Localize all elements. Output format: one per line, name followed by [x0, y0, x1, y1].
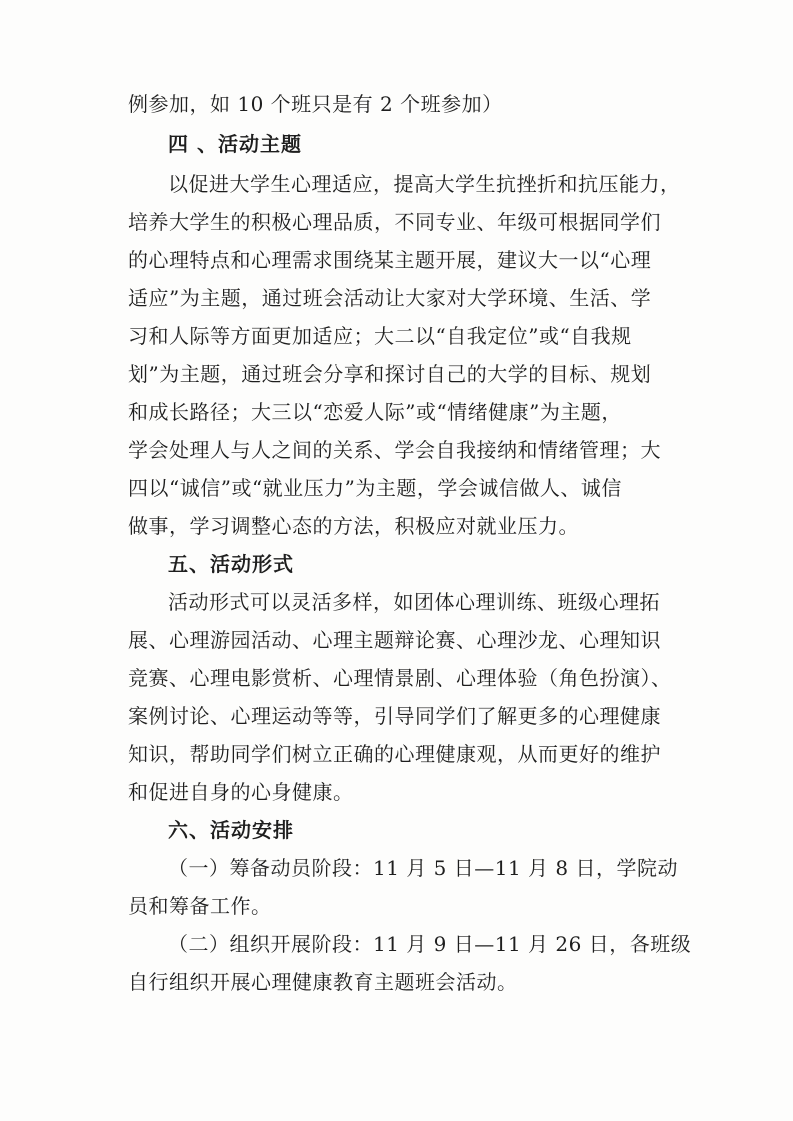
section6-line: （二）组织开展阶段：11 月 9 日—11 月 26 日，各班级: [168, 932, 692, 956]
section5-line: 活动形式可以灵活多样，如团体心理训练、班级心理拓: [168, 590, 660, 614]
section4-line: 四以“诚信”或“就业压力”为主题，学会诚信做人、诚信: [128, 476, 622, 500]
section4-line: 和成长路径；大三以“恋爱人际”或“情绪健康”为主题，: [128, 400, 622, 424]
section4-line: 学会处理人与人之间的关系、学会自我接纳和情绪管理；大: [128, 438, 661, 462]
section6-line: 员和筹备工作。: [128, 894, 272, 918]
section5-line: 展、心理游园活动、心理主题辩论赛、心理沙龙、心理知识: [128, 628, 661, 652]
section6-line: 自行组织开展心理健康教育主题班会活动。: [128, 970, 518, 994]
section5-line: 竞赛、心理电影赏析、心理情景剧、心理体验（角色扮演）、: [128, 666, 672, 690]
intro-tail-line: 例参加，如 10 个班只是有 2 个班参加）: [128, 92, 503, 116]
section4-line: 习和人际等方面更加适应；大二以“自我定位”或“自我规: [128, 324, 632, 348]
section4-line: 适应”为主题，通过班会活动让大家对大学环境、生活、学: [128, 286, 652, 310]
section5-line: 知识，帮助同学们树立正确的心理健康观，从而更好的维护: [128, 742, 661, 766]
section4-line: 以促进大学生心理适应，提高大学生抗挫折和抗压能力，: [168, 172, 681, 196]
section5-line: 案例讨论、心理运动等等，引导同学们了解更多的心理健康: [128, 704, 661, 728]
section4-line: 做事，学习调整心态的方法，积极应对就业压力。: [128, 514, 579, 538]
section6-line: （一）筹备动员阶段：11 月 5 日—11 月 8 日，学院动: [168, 856, 678, 880]
section4-line: 的心理特点和心理需求围绕某主题开展，建议大一以“心理: [128, 248, 652, 272]
section4-line: 培养大学生的积极心理品质，不同专业、年级可根据同学们: [128, 210, 661, 234]
section4-line: 划”为主题，通过班会分享和探讨自己的大学的目标、规划: [128, 362, 652, 386]
section5-heading: 五、活动形式: [168, 552, 294, 576]
section6-heading: 六、活动安排: [168, 818, 294, 842]
section4-heading: 四 、活动主题: [168, 132, 302, 156]
section5-line: 和促进自身的心身健康。: [128, 780, 354, 804]
